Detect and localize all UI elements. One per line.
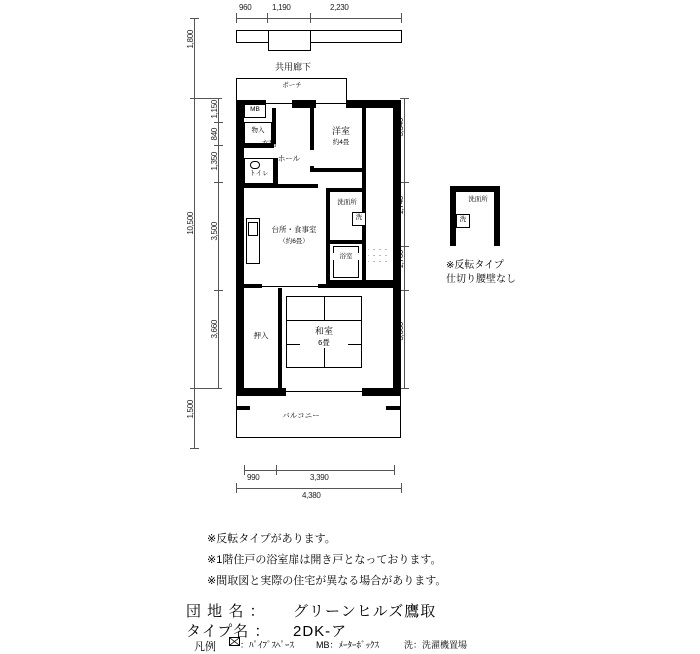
- room-label-bath: 浴室: [331, 253, 361, 260]
- bottom-tick: [236, 483, 237, 493]
- room-label-washroom: 洗面所: [337, 199, 357, 206]
- wall-toilet-right: [274, 158, 278, 188]
- balcony-partition-left: [236, 406, 250, 410]
- tatami-line: [324, 296, 325, 320]
- note-1: ※1階住戸の浴室扉は開き戸となっております。: [207, 554, 442, 566]
- alt-note-2: 仕切り腰壁なし: [446, 274, 516, 285]
- corridor-left-edge: [236, 30, 237, 42]
- right-tick: [400, 388, 409, 389]
- bottom-dimension-0: 990: [247, 473, 260, 482]
- room-label-washer: 洗: [355, 214, 363, 221]
- alt-label-washer: 洗: [459, 216, 467, 223]
- left-dimension-5: 3,500: [210, 222, 219, 241]
- top-tick: [310, 13, 311, 23]
- bottom-tick: [394, 465, 395, 475]
- top-dimension-0: 960: [239, 3, 252, 12]
- wall-entry-partition: [272, 108, 276, 144]
- balcony-left: [236, 396, 237, 438]
- balcony-right: [400, 396, 401, 438]
- type-name-value: 2DK-ア: [293, 623, 348, 640]
- balcony-partition-right: [386, 406, 401, 410]
- left-dimension-4: 10,500: [186, 212, 195, 235]
- room-label-closet-entry: 物入: [251, 127, 265, 134]
- corridor-step: [236, 42, 268, 43]
- corridor-notch-bottom: [268, 50, 311, 51]
- left-tick: [214, 290, 223, 291]
- left-dimension-6: 3,660: [210, 320, 219, 339]
- wall-oshiire-right: [278, 288, 282, 388]
- note-2: ※間取図と実際の住宅が異なる場合があります。: [207, 575, 447, 587]
- left-dim-line-inner: [218, 98, 219, 388]
- right-tick: [400, 290, 409, 291]
- room-label-japanese: 和室: [300, 326, 348, 336]
- entrance-door-line: [266, 103, 292, 104]
- left-tick: [190, 448, 199, 449]
- left-tick: [214, 122, 223, 123]
- top-dimension-2: 2,230: [330, 3, 349, 12]
- room-label-kitchen-size: （約6畳）: [279, 238, 309, 245]
- top-tick: [401, 13, 402, 23]
- left-tick: [190, 18, 199, 19]
- legend-item-0: ：ﾊﾟｲﾌﾟｽﾍﾟｰｽ: [240, 640, 295, 650]
- left-tick: [214, 145, 223, 146]
- alt-label-washroom: 洗面所: [468, 196, 488, 203]
- legend-item-1: MB：ﾒｰﾀｰﾎﾞｯｸｽ: [316, 640, 380, 650]
- corridor-step-riser2: [310, 30, 311, 42]
- estate-name-value: グリーンヒルズ鷹取: [293, 603, 437, 620]
- bottom-dim-line-1: [244, 470, 394, 471]
- wall-right: [393, 100, 401, 396]
- pipe-space-legend-icon: [229, 637, 240, 646]
- left-tick: [190, 98, 222, 99]
- room-label-mb: MB: [250, 106, 260, 113]
- right-tick: [400, 98, 409, 99]
- wall-bath-top: [326, 240, 366, 244]
- wall-western-bottom: [310, 168, 366, 172]
- alt-wall-top: [450, 186, 500, 192]
- toilet-fixture-icon: [250, 161, 260, 169]
- room-label-western: 洋室: [331, 126, 350, 136]
- japanese-balcony-window: [286, 388, 362, 396]
- wall-left: [236, 100, 244, 396]
- room-label-porch: ポーチ: [282, 82, 302, 89]
- wall-toilet-top: [244, 144, 274, 148]
- type-name-label: タイプ名 ：: [186, 623, 271, 640]
- bottom-tick: [244, 465, 245, 475]
- left-dimension-2: 840: [210, 128, 219, 141]
- western-room-window: [316, 100, 346, 108]
- room-label-hall: ホール: [277, 154, 301, 163]
- pipe-space-icon: [368, 244, 390, 262]
- bottom-dim-line-2: [236, 488, 401, 489]
- wall-hall-bottom: [244, 184, 318, 188]
- left-dimension-7: 1,500: [186, 400, 195, 419]
- left-tick: [190, 388, 222, 389]
- wall-bath-left: [326, 240, 330, 284]
- room-label-kitchen: 台所・食事室: [271, 225, 317, 234]
- corridor-top-edge: [236, 30, 401, 31]
- porch-top: [236, 78, 346, 79]
- wall-bath-right: [362, 244, 366, 284]
- porch-left: [236, 78, 237, 100]
- top-dim-line: [236, 18, 401, 19]
- estate-name-label: 団 地 名 ：: [186, 603, 266, 620]
- room-label-japanese-size: 6畳: [300, 339, 348, 348]
- left-dimension-1: 1,150: [210, 100, 219, 119]
- corridor-step2: [310, 42, 402, 43]
- left-dimension-0: 1,800: [186, 30, 195, 49]
- alt-wall-right: [494, 186, 500, 246]
- bottom-tick: [401, 483, 402, 493]
- kitchen-sink-icon: [248, 222, 258, 236]
- top-tick: [267, 13, 268, 23]
- entrance-door-opening: [266, 100, 292, 108]
- note-0: ※反転タイプがあります。: [207, 533, 336, 545]
- corridor-step-riser: [268, 30, 269, 42]
- corridor-right-edge: [401, 30, 402, 42]
- right-tick: [400, 246, 409, 247]
- japanese-balcony-window-line: [286, 391, 362, 392]
- bottom-dimension-1: 3,390: [310, 473, 329, 482]
- alt-note-1: ※反転タイプ: [446, 260, 504, 271]
- room-label-corridor: 共用廊下: [274, 62, 311, 72]
- balcony-bottom: [236, 437, 401, 438]
- bathtub-icon: [333, 246, 359, 278]
- room-label-balcony: バルコニー: [282, 411, 320, 420]
- left-dimension-3: 1,350: [210, 152, 219, 171]
- wall-washroom-left: [326, 188, 330, 240]
- right-tick: [400, 182, 409, 183]
- dk-japanese-opening-line: [262, 286, 318, 287]
- tatami-line: [286, 320, 362, 321]
- western-room-window-line: [316, 103, 346, 104]
- right-dim-line: [404, 98, 405, 388]
- top-dimension-1: 1,190: [272, 3, 291, 12]
- bottom-dimension-2: 4,380: [302, 491, 321, 500]
- porch-right: [346, 78, 347, 100]
- top-tick: [236, 13, 237, 23]
- corridor-notch-left: [268, 42, 269, 50]
- left-tick: [214, 182, 223, 183]
- legend-label: 凡例: [194, 641, 216, 653]
- room-label-western-size: 約4畳: [332, 139, 350, 146]
- wall-washroom-top: [326, 188, 366, 192]
- room-label-toilet: トイレ: [249, 170, 269, 177]
- corridor-notch-right: [310, 42, 311, 50]
- legend-item-2: 洗：洗濯機置場: [404, 640, 468, 650]
- room-label-oshiire: 押入: [253, 331, 269, 340]
- bottom-tick: [276, 465, 277, 475]
- western-room-door: [310, 150, 314, 166]
